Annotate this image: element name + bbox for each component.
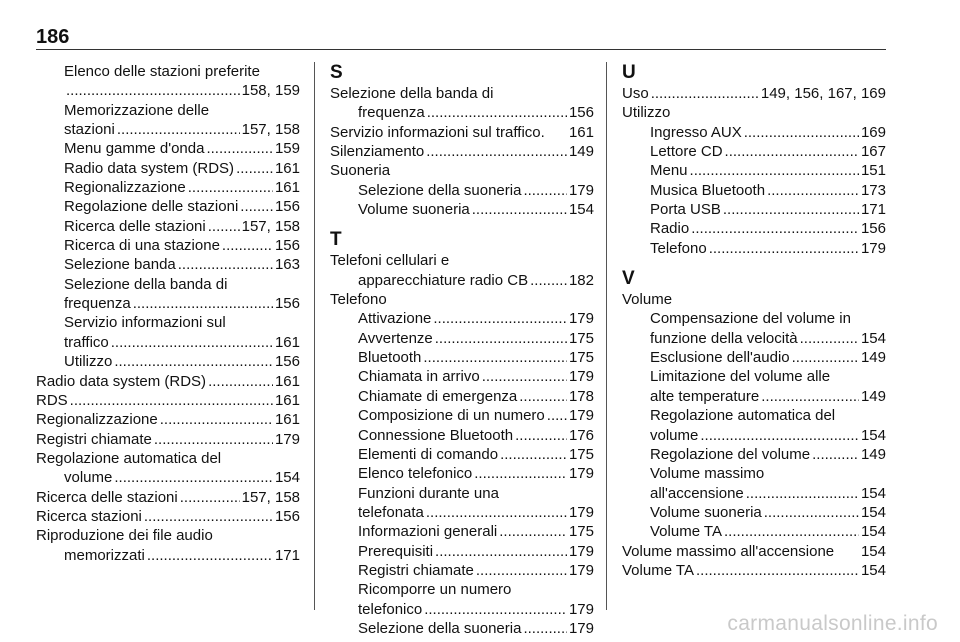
index-term: Ricerca delle stazioni [64,217,206,235]
dot-leader [530,271,567,290]
page-number: 186 [36,26,70,48]
page-reference[interactable]: 179 [568,407,594,425]
page-reference[interactable]: 157, 158 [241,488,300,506]
index-entry [330,367,594,386]
dot-leader [744,123,859,142]
page-reference[interactable]: 159 [274,140,300,158]
index-entry [622,123,886,142]
index-term: Telefoni cellulari e [330,252,450,270]
dot-leader [222,236,273,255]
page-reference[interactable]: 156 [274,198,300,216]
dot-leader [433,309,567,328]
index-term: Regionalizzazione [64,179,186,197]
page-reference[interactable]: 149, 156, 167, 169 [760,85,886,102]
index-term: Composizione di un numero [358,407,545,425]
dot-leader [144,507,273,526]
page-reference[interactable]: 154 [860,542,886,560]
dot-leader [500,445,567,464]
index-term: Limitazione del volume alle [650,368,831,386]
index-entry [330,123,594,142]
index-entry [622,542,886,561]
index-term: Ingresso AUX [650,123,742,141]
index-term: Elementi di comando [358,445,499,463]
page-reference[interactable]: 156 [274,353,300,371]
index-column-1 [36,62,300,565]
page-reference[interactable]: 171 [274,546,300,564]
index-entry [330,522,594,541]
index-entry [36,488,300,507]
index-entry [36,159,300,178]
index-entry [622,239,886,258]
page-reference[interactable]: 179 [568,561,594,579]
dot-leader [208,217,240,236]
dot-leader [426,503,567,522]
page-reference[interactable]: 179 [568,619,594,637]
index-term: Regionalizzazione [36,411,158,429]
index-term: Selezione della banda di [330,85,494,102]
dot-leader [474,464,567,483]
dot-leader [117,120,240,139]
index-term: memorizzati [64,546,145,564]
index-entry [330,542,594,561]
dot-leader [114,468,273,487]
page-reference[interactable]: 179 [274,430,300,448]
dot-leader [515,426,567,445]
index-entry [330,464,594,483]
index-term: Volume massimo [650,465,765,483]
index-entry [330,200,594,219]
index-term: funzione della velocità [650,329,798,347]
index-entry [330,503,594,522]
index-term: Funzioni durante una [358,484,499,502]
dot-leader [427,103,567,122]
dot-leader [435,542,567,561]
index-entry [622,426,886,445]
index-entry [622,348,886,367]
index-entry [330,290,594,309]
index-entry [36,275,300,294]
page-reference[interactable]: 175 [568,349,594,367]
watermark: carmanualsonline.info [727,612,938,635]
dot-leader [746,484,859,503]
index-term: Telefono [650,239,707,257]
index-term: Silenziamento [330,143,425,161]
dot-leader [424,600,567,619]
dot-leader [178,255,273,274]
index-entry [622,219,886,238]
index-term: Registri chiamate [36,430,152,448]
index-term: Uso [622,85,649,102]
page-reference[interactable]: 151 [860,162,886,180]
index-entry [330,251,594,270]
page-reference[interactable]: 175 [568,523,594,541]
index-entry [622,561,886,580]
index-letter-heading: T [330,229,342,251]
dot-leader [723,200,859,219]
dot-leader [792,348,859,367]
dot-leader [476,561,567,580]
index-letter-heading: V [622,268,635,290]
index-term: Regolazione del volume [650,445,811,463]
index-term: all'accensione [650,484,744,502]
dot-leader [724,522,859,541]
dot-leader [761,387,859,406]
dot-leader [66,81,240,100]
index-term: RDS [36,391,68,409]
index-term: Radio data system (RDS) [64,159,235,177]
index-term: telefonata [358,503,424,521]
index-term: stazioni [64,121,115,139]
index-entry [622,84,886,103]
index-term: Utilizzo [622,104,671,122]
index-term: Menu gamme d'onda [64,140,205,158]
index-term: Volume TA [650,523,722,541]
index-letter-heading: S [330,62,343,83]
page-reference[interactable]: 179 [568,600,594,618]
index-entry [36,352,300,371]
index-entry [330,600,594,619]
index-entry [622,309,886,328]
page-reference[interactable]: 157, 158 [241,121,300,139]
index-term: Telefono [330,291,387,309]
index-term: Chiamata in arrivo [358,368,480,386]
dot-leader [188,178,273,197]
dot-leader [725,142,859,161]
index-term: Selezione della banda di [64,275,228,293]
index-term: Volume massimo all'accensione [622,542,835,560]
page-reference[interactable]: 156 [274,295,300,313]
page-reference[interactable]: 161 [274,333,300,351]
index-term: Radio [650,220,690,238]
page-reference[interactable]: 157, 158 [241,217,300,235]
dot-leader [696,561,859,580]
index-entry [36,507,300,526]
index-column-3 [622,62,886,580]
index-entry [36,120,300,139]
index-entry [36,217,300,236]
index-entry [330,580,594,599]
dot-leader [764,503,859,522]
index-term: Esclusione dell'audio [650,349,790,367]
page-reference[interactable]: 182 [568,271,594,289]
index-entry [622,181,886,200]
index-term: Registri chiamate [358,561,474,579]
index-term: traffico [64,333,109,351]
dot-leader [482,367,567,386]
dot-leader [472,200,567,219]
index-term: Ricerca di una stazione [64,237,220,255]
index-term: Selezione banda [64,256,176,274]
dot-leader [767,181,859,200]
index-entry [622,406,886,425]
dot-leader [651,84,759,103]
page-reference[interactable]: 154 [274,469,300,487]
dot-leader [70,391,273,410]
page-reference[interactable]: 161 [274,391,300,409]
index-entry [36,313,300,332]
index-entry [36,372,300,391]
index-entry [622,522,886,541]
page-reference[interactable]: 179 [568,542,594,560]
index-entry [622,387,886,406]
page-reference[interactable]: 154 [860,523,886,541]
page-reference[interactable]: 149 [568,143,594,161]
page-reference[interactable]: 149 [860,445,886,463]
page-reference[interactable]: 156 [860,220,886,238]
index-term: Ricomporre un numero [358,581,512,599]
index-entry [330,309,594,328]
index-entry [330,84,594,103]
page-reference[interactable]: 161 [274,179,300,197]
index-entry [622,367,886,386]
index-term: Regolazione delle stazioni [64,198,239,216]
index-entry [36,139,300,158]
index-term: Regolazione automatica del [36,449,222,467]
page-reference[interactable]: 156 [274,237,300,255]
header-rule [36,49,886,50]
dot-leader [423,348,567,367]
index-entry [622,142,886,161]
index-term: Lettore CD [650,143,723,161]
index-entry [36,62,300,81]
index-entry [330,142,594,161]
index-term: Volume [622,291,673,309]
dot-leader [700,426,859,445]
index-entry [622,484,886,503]
index-term: Informazioni generali [358,523,498,541]
index-entry [36,546,300,565]
index-term: Regolazione automatica del [650,407,836,425]
index-column-2 [330,62,594,638]
page-reference[interactable]: 179 [860,239,886,257]
index-term: Volume suoneria [650,503,762,521]
index-term: Attivazione [358,310,432,328]
index-entry [330,445,594,464]
index-term: Volume suoneria [358,201,470,219]
dot-leader [523,181,567,200]
page-reference[interactable]: 154 [860,503,886,521]
index-entry [330,426,594,445]
dot-leader [435,329,567,348]
index-entry [622,200,886,219]
dot-leader [240,197,273,216]
index-entry [622,503,886,522]
index-term: Elenco delle stazioni preferite [64,63,260,80]
index-term: Radio data system (RDS) [36,372,207,390]
page-reference[interactable]: 176 [568,426,594,444]
page-reference[interactable]: 161 [274,411,300,429]
page-reference[interactable]: 175 [568,329,594,347]
dot-leader [180,488,240,507]
dot-leader [709,239,859,258]
index-term: Porta USB [650,201,721,219]
index-term: Memorizzazione delle [64,101,210,119]
index-term: Musica Bluetooth [650,181,766,199]
page-reference[interactable]: 179 [568,181,594,199]
page-reference[interactable]: 161 [568,123,594,141]
index-entry [330,348,594,367]
index-entry [36,526,300,545]
index-entry [36,449,300,468]
page-reference[interactable]: 179 [568,503,594,521]
index-entry [36,81,300,100]
index-entry [622,161,886,180]
page-reference[interactable]: 169 [860,123,886,141]
page-reference[interactable]: 161 [274,159,300,177]
page-reference[interactable]: 179 [568,310,594,328]
dot-leader [800,329,859,348]
dot-leader [114,352,273,371]
page-reference[interactable]: 167 [860,143,886,161]
page-reference[interactable]: 175 [568,445,594,463]
page-reference[interactable]: 156 [274,507,300,525]
index-term: telefonico [358,600,423,618]
index-term: frequenza [64,295,131,313]
page-reference[interactable]: 161 [274,372,300,390]
dot-leader [160,410,273,429]
index-entry [622,464,886,483]
index-entry [330,103,594,122]
page-reference[interactable]: 149 [860,387,886,405]
index-term: Bluetooth [358,349,422,367]
index-term: volume [64,469,113,487]
index-term: frequenza [358,104,425,122]
index-entry [36,197,300,216]
index-letter-heading: U [622,62,636,83]
index-term: Servizio informazioni sul [64,314,226,332]
dot-leader [111,333,273,352]
index-entry [622,445,886,464]
dot-leader [236,159,273,178]
dot-leader [499,522,567,541]
dot-leader [208,372,273,391]
index-entry [330,406,594,425]
index-entry [330,181,594,200]
index-term: apparecchiature radio CB [358,271,529,289]
index-term: Menu [650,162,688,180]
index-entry [622,329,886,348]
index-entry [36,236,300,255]
page-reference[interactable]: 173 [860,181,886,199]
page-reference[interactable]: 156 [568,104,594,122]
dot-leader [154,430,273,449]
index-term: Volume TA [622,561,694,579]
column-divider-1 [314,62,315,610]
index-entry [330,484,594,503]
dot-leader [206,139,273,158]
index-term: Selezione della suoneria [358,619,522,637]
index-term: Selezione della suoneria [358,181,522,199]
page-reference[interactable]: 154 [860,484,886,502]
index-entry [330,619,594,638]
dot-leader [523,619,567,638]
index-entry [330,387,594,406]
page-reference[interactable]: 179 [568,368,594,386]
index-term: Servizio informazioni sul traffico. [330,123,545,141]
index-entry [330,271,594,290]
index-entry [36,294,300,313]
index-entry [36,391,300,410]
page-reference[interactable]: 154 [568,201,594,219]
page-reference[interactable]: 154 [860,426,886,444]
index-term: Suoneria [330,162,391,180]
index-term: Connessione Bluetooth [358,426,514,444]
index-entry [330,329,594,348]
dot-leader [812,445,859,464]
page-reference[interactable]: 154 [860,329,886,347]
index-entry [622,103,886,122]
index-term: Compensazione del volume in [650,310,851,328]
dot-leader [147,546,273,565]
index-entry [36,430,300,449]
index-term: Riproduzione dei file audio [36,527,213,545]
index-term: Ricerca stazioni [36,507,142,525]
page-reference[interactable]: 163 [274,256,300,274]
index-entry [36,101,300,120]
index-term: alte temperature [650,387,760,405]
index-term: Prerequisiti [358,542,434,560]
index-term: Chiamate di emergenza [358,387,518,405]
dot-leader [691,219,859,238]
dot-leader [547,406,567,425]
index-term: Utilizzo [64,353,113,371]
index-entry [622,290,886,309]
dot-leader [426,142,567,161]
index-term: Elenco telefonico [358,465,473,483]
index-entry [36,178,300,197]
index-term: volume [650,426,699,444]
column-divider-2 [606,62,607,610]
index-entry [36,255,300,274]
index-entry [36,410,300,429]
page-reference[interactable]: 158, 159 [241,82,300,100]
dot-leader [133,294,273,313]
index-entry [36,468,300,487]
index-entry [330,161,594,180]
page-reference[interactable]: 179 [568,465,594,483]
dot-leader [519,387,567,406]
page-reference[interactable]: 178 [568,387,594,405]
index-term: Avvertenze [358,329,433,347]
dot-leader [690,161,859,180]
page-reference[interactable]: 171 [860,201,886,219]
page-reference[interactable]: 154 [860,561,886,579]
index-entry [36,333,300,352]
index-term: Ricerca delle stazioni [36,488,178,506]
index-entry [330,561,594,580]
page-reference[interactable]: 149 [860,349,886,367]
